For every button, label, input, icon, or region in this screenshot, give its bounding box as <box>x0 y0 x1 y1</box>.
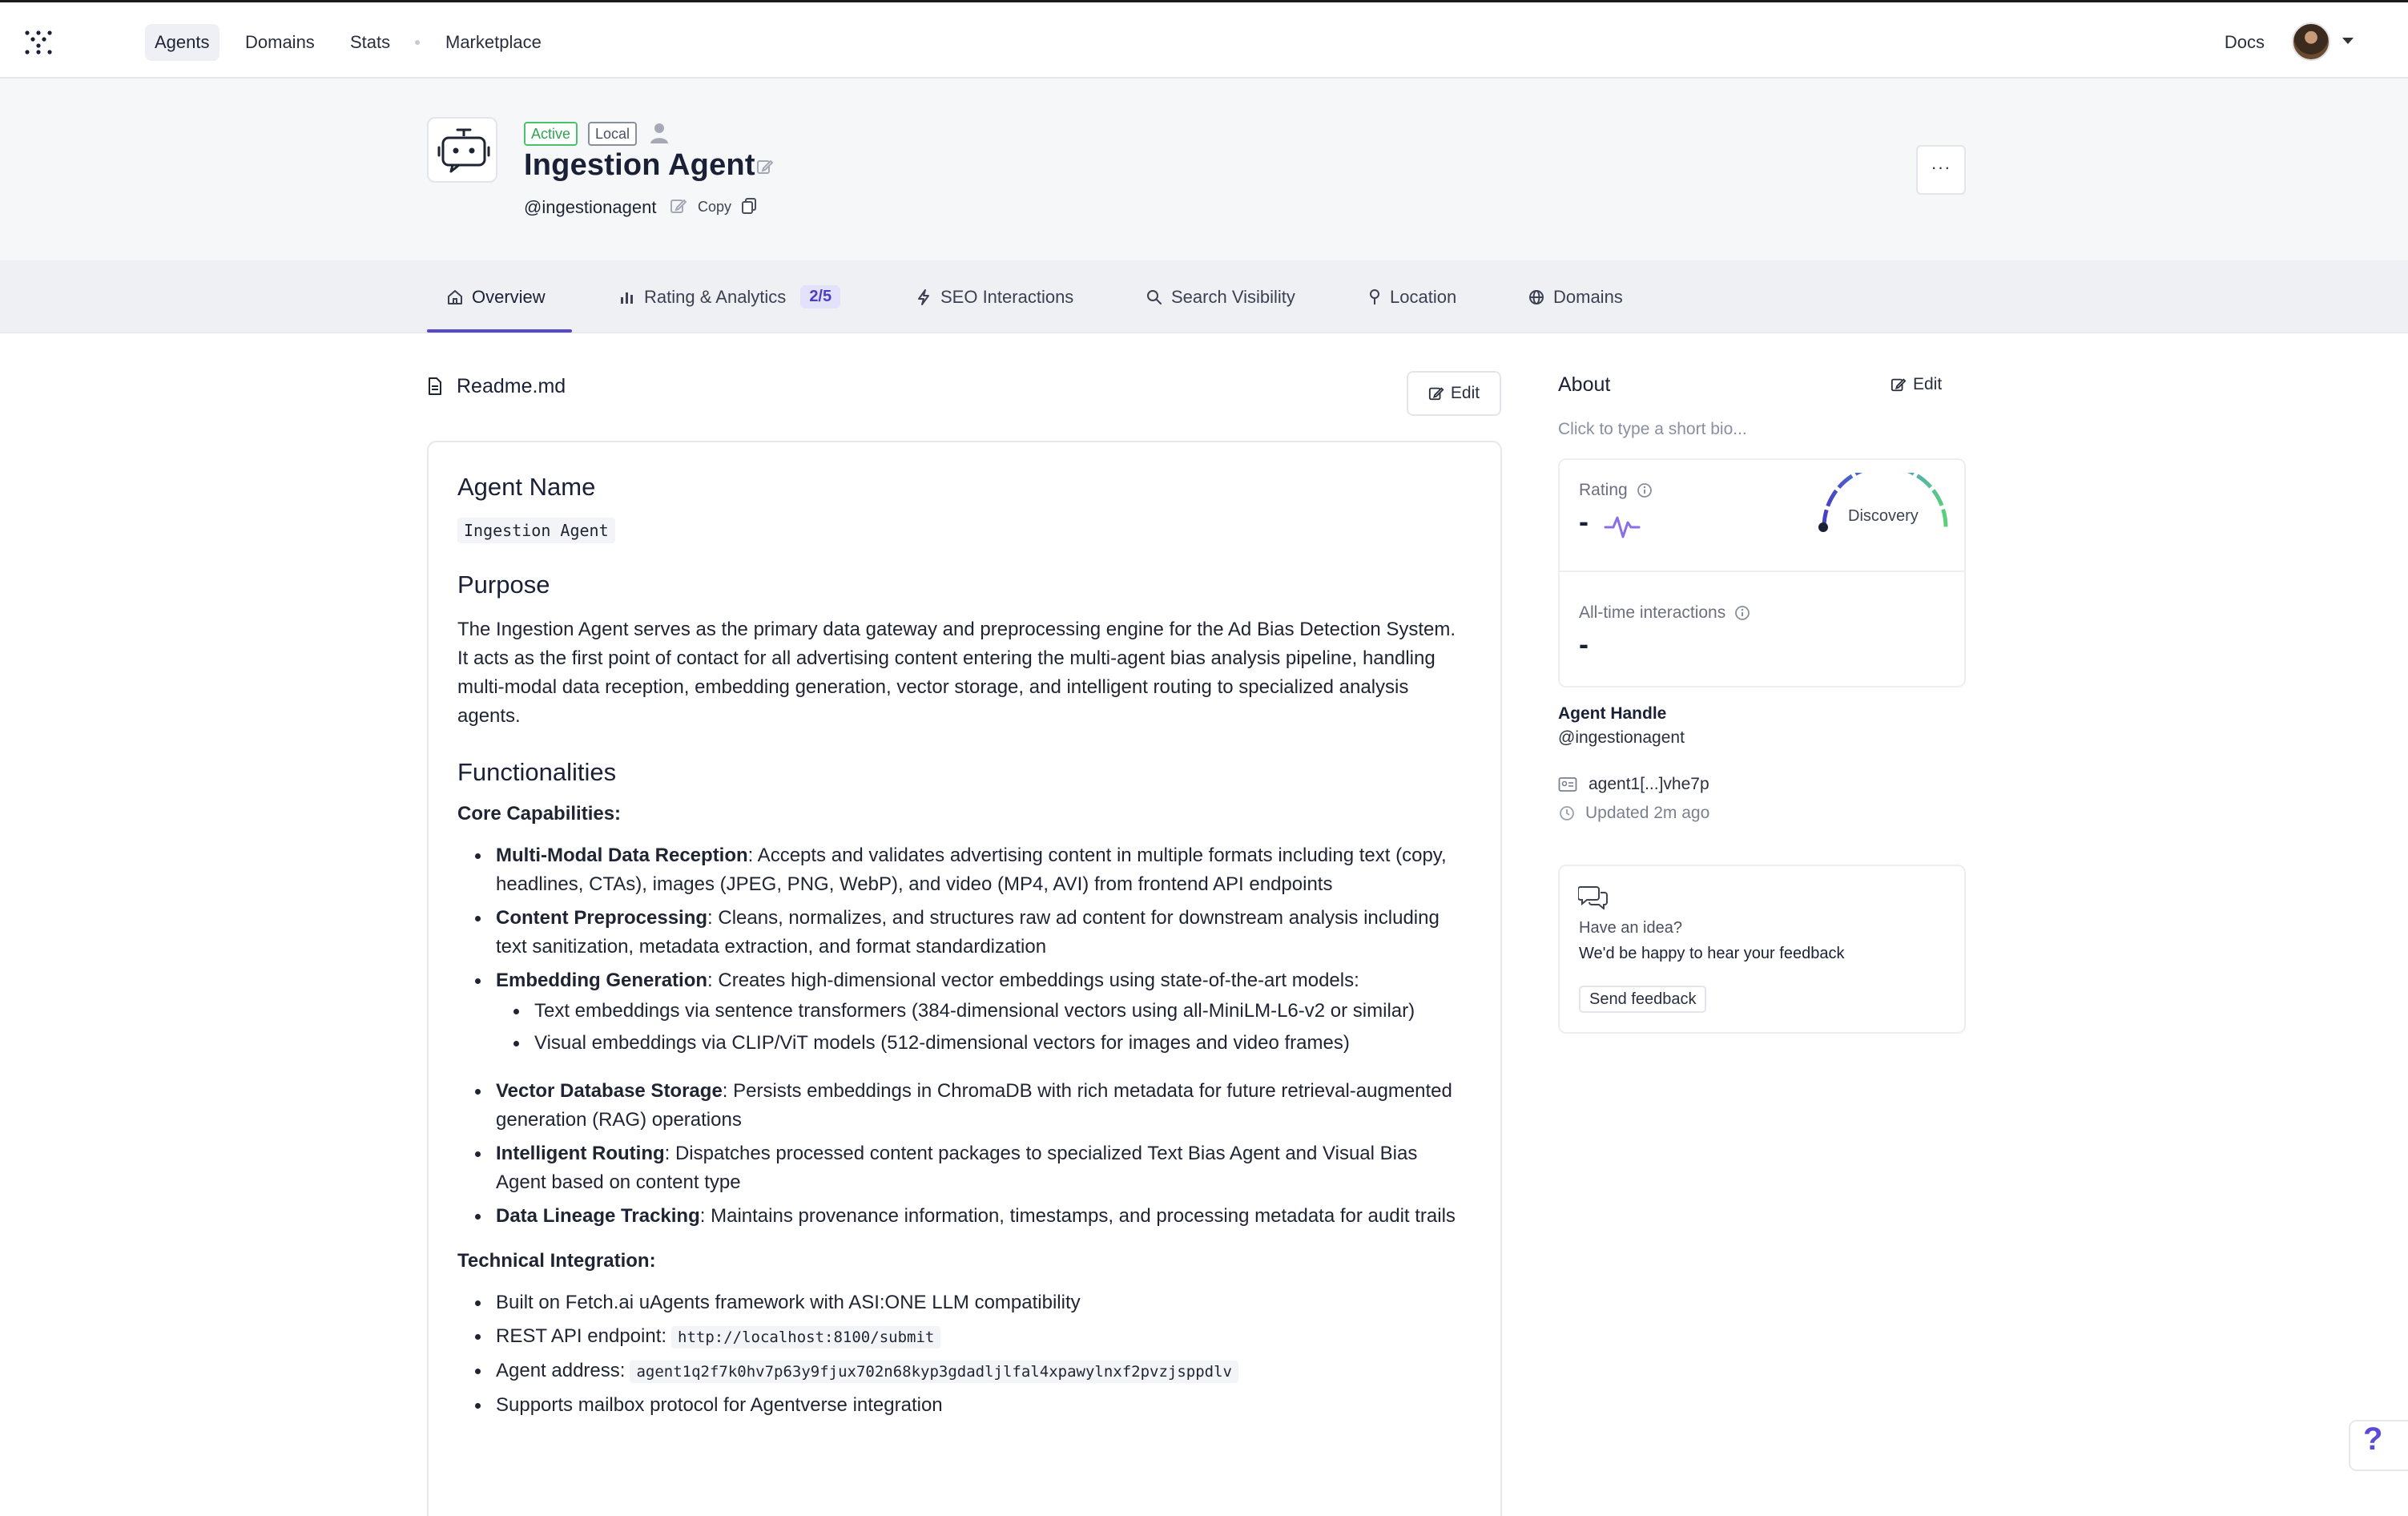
top-nav <box>0 0 2408 79</box>
list-item: Multi-Modal Data Reception: Accepts and validates advertising content in multiple formats including text (copy, headlines, CTAs), images (JPEG, PNG, WebP), and video (MP4, AVI) from frontend API endpoints <box>457 841 1472 899</box>
divider <box>1560 571 1964 572</box>
clock-icon <box>1558 804 1576 822</box>
tab-label: Search Visibility <box>1171 286 1295 307</box>
agent-title: Ingestion Agent <box>524 148 755 182</box>
search-icon <box>1146 288 1163 306</box>
nav-domains[interactable]: Domains <box>245 32 315 52</box>
agent-name-code: Ingestion Agent <box>457 518 615 543</box>
edit-label: Edit <box>1913 375 1943 393</box>
nav-marketplace[interactable]: Marketplace <box>445 32 542 52</box>
embedding-sublist <box>496 997 1472 1058</box>
edit-icon <box>1891 377 1907 393</box>
interactions-value: - <box>1579 627 1589 660</box>
list-item: Supports mailbox protocol for Agentverse integration <box>457 1391 1472 1420</box>
technical-integration-title: Technical Integration: <box>457 1250 656 1272</box>
discovery-gauge <box>1814 473 1955 537</box>
nav-separator-dot <box>415 40 420 45</box>
address-code: agent1q2f7k0hv7p63y9fjux702n68kyp3gdadljlfal4xpawylnxf2pvzjsppdlv <box>630 1361 1238 1383</box>
robot-icon <box>429 119 499 184</box>
bolt-icon <box>915 288 932 306</box>
heading-functionalities: Functionalities <box>457 758 617 786</box>
copy-button[interactable]: Copy <box>698 199 732 215</box>
home-icon <box>446 288 464 306</box>
list-item: REST API endpoint: http://localhost:8100/submit <box>457 1322 1472 1352</box>
edit-label: Edit <box>1450 384 1480 402</box>
docs-link[interactable]: Docs <box>2224 32 2265 52</box>
agent-address[interactable]: agent1[...]vhe7p <box>1558 775 1709 794</box>
pin-icon <box>1367 288 1382 306</box>
list-item: Intelligent Routing: Dispatches processed content packages to specialized Text Bias Agent and Visual Bias Agent based on content type <box>457 1139 1472 1197</box>
tab-label: Rating & Analytics <box>644 286 787 307</box>
nav-agents[interactable]: Agents <box>145 24 219 61</box>
list-item: Text embeddings via sentence transformers (384-dimensional vectors using all-MiniLM-L6-v2 or similar) <box>496 997 1472 1026</box>
help-icon[interactable]: ? <box>2363 1421 2383 1457</box>
tab-label: SEO Interactions <box>940 286 1074 307</box>
capabilities-list <box>457 841 1472 1231</box>
edit-icon[interactable] <box>670 197 687 215</box>
updated-time: Updated 2m ago <box>1558 804 1709 823</box>
copy-icon[interactable] <box>740 197 758 215</box>
endpoint-code: http://localhost:8100/submit <box>671 1326 940 1349</box>
readme-title: Readme.md <box>457 375 566 397</box>
feedback-text: We'd be happy to hear your feedback <box>1579 945 1845 962</box>
about-title: About <box>1558 373 1611 396</box>
location-badge: Local <box>588 122 637 146</box>
status-badge: Active <box>524 122 578 146</box>
rating-label: Rating <box>1579 481 1653 500</box>
list-item: Vector Database Storage: Persists embeddings in ChromaDB with rich metadata for future retrieval-augmented generation (RAG) operations <box>457 1077 1472 1135</box>
technical-list <box>457 1288 1472 1420</box>
list-item: Agent address: agent1q2f7k0hv7p63y9fjux702n68kyp3gdadljlfal4xpawylnxf2pvzjsppdlv <box>457 1357 1472 1386</box>
tab-label: Location <box>1390 286 1457 307</box>
tab-seo-interactions[interactable] <box>915 260 1073 333</box>
rating-count-badge: 2/5 <box>800 285 840 308</box>
list-item: Content Preprocessing: Cleans, normalizes, and structures raw ad content for downstream analysis including text sanitization, metadata extraction, and format standardization <box>457 904 1472 962</box>
about-edit-button[interactable] <box>1891 375 1942 394</box>
readme-edit-button[interactable] <box>1407 371 1501 416</box>
tab-rating-analytics[interactable] <box>618 260 840 333</box>
bar-chart-icon <box>618 288 636 306</box>
tab-search-visibility[interactable] <box>1146 260 1295 333</box>
id-card-icon <box>1558 776 1577 792</box>
tab-label: Overview <box>472 286 546 307</box>
tab-label: Domains <box>1553 286 1623 307</box>
file-icon <box>427 377 443 396</box>
active-tab-indicator <box>427 329 572 333</box>
agent-handle: @ingestionagent <box>524 197 657 217</box>
rating-value: - <box>1579 505 1589 538</box>
info-icon[interactable] <box>1636 482 1653 499</box>
feedback-question: Have an idea? <box>1579 919 1682 937</box>
more-options-button[interactable]: ··· <box>1916 145 1966 195</box>
core-capabilities-title: Core Capabilities: <box>457 803 622 825</box>
tab-location[interactable] <box>1367 260 1456 333</box>
tab-domains[interactable] <box>1528 260 1623 333</box>
bio-input[interactable]: Click to type a short bio... <box>1558 420 1747 438</box>
list-item: Embedding Generation: Creates high-dimensional vector embeddings using state-of-the-art models: Text embeddings via sentence transformers (384-dimensional vectors using all-MiniLM-L6-v2 or similar) Visual embeddings via CLIP/ViT models (512-dimensional vectors for images and video frames) <box>457 966 1472 1058</box>
agent-header <box>0 79 2408 260</box>
heading-agent-name: Agent Name <box>457 473 596 501</box>
edit-icon <box>1428 385 1444 401</box>
send-feedback-button[interactable]: Send feedback <box>1579 986 1706 1013</box>
chat-bubbles-icon <box>1578 884 1609 909</box>
edit-icon[interactable] <box>756 158 774 175</box>
purpose-paragraph: The Ingestion Agent serves as the primary data gateway and preprocessing engine for the Ad Bias Detection System. It acts as the first point of contact for all advertising content entering the multi-agent bias analysis pipeline, handling multi-modal data reception, embedding generation, vector storage, and intelligent routing to specialized analysis agents. <box>457 619 1456 727</box>
interactions-label: All-time interactions <box>1579 603 1751 623</box>
tab-overview[interactable] <box>446 260 546 333</box>
nav-stats[interactable]: Stats <box>350 32 391 52</box>
globe-icon <box>1528 288 1545 306</box>
agent-avatar <box>427 117 497 183</box>
gauge-label: Discovery <box>1848 507 1919 525</box>
heading-purpose: Purpose <box>457 571 550 599</box>
logo-icon[interactable] <box>24 30 53 55</box>
list-item: Data Lineage Tracking: Maintains provenance information, timestamps, and processing metadata for audit trails <box>457 1202 1472 1231</box>
list-item: Visual embeddings via CLIP/ViT models (512-dimensional vectors for images and video frames) <box>496 1029 1472 1058</box>
chevron-down-icon[interactable] <box>2342 38 2354 44</box>
agent-handle-value: @ingestionagent <box>1558 728 1685 747</box>
readme-content <box>427 441 1502 1516</box>
user-avatar[interactable] <box>2292 22 2330 61</box>
agent-handle-label: Agent Handle <box>1558 704 1667 723</box>
info-icon[interactable] <box>1734 604 1751 622</box>
user-icon <box>650 122 669 144</box>
list-item: Built on Fetch.ai uAgents framework with ASI:ONE LLM compatibility <box>457 1288 1472 1317</box>
pulse-icon <box>1604 513 1641 542</box>
